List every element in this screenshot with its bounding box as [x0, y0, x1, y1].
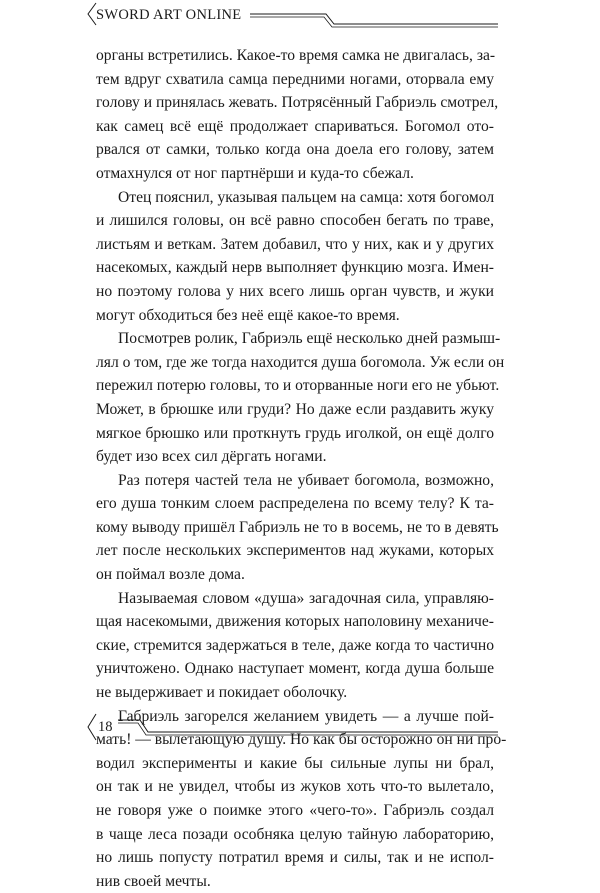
text-line: но лишь попусту потратил время и силы, так и не испол- — [96, 849, 494, 867]
text-line: ские, стремится задержаться в теле, даже когда то частично — [96, 636, 494, 654]
text-line: Отец пояснил, указывая пальцем на самца: хотя богомол — [118, 188, 495, 206]
text-line: отмахнулся от ног партнёрши и куда-то сбежал. — [96, 164, 414, 182]
text-line: рвался от самки, только когда она доела его голову, затем — [96, 141, 494, 159]
text-line: щая насекомыми, движения которых наполовину механиче- — [96, 613, 494, 631]
text-line: голову и принялась жевать. Потрясённый Габриэль смотрел, — [96, 94, 499, 112]
paragraph — [96, 44, 499, 186]
text-line: не выдерживает и покидает оболочку. — [96, 684, 348, 702]
paragraph — [96, 186, 494, 328]
text-line: он поймал возле дома. — [96, 566, 245, 584]
text-line: листьям и веткам. Затем добавил, что у них, как и у других — [96, 235, 494, 253]
book-title: SWORD ART ONLINE — [96, 7, 242, 23]
text-line: насекомых, каждый нерв выполняет функцию мозга. Имен- — [96, 259, 494, 277]
text-line: Габриэль загорелся желанием увидеть — а лучше пой- — [118, 707, 494, 725]
text-line: Называемая словом «душа» загадочная сила, управляю- — [118, 589, 494, 607]
text-line: тем вдруг схватила самца передними ногами, оторвала ему — [96, 70, 494, 88]
text-line: кому выводу пришёл Габриэль не то в восемь, не то в девять — [96, 518, 499, 536]
paragraph — [96, 587, 494, 705]
paragraph — [96, 327, 505, 469]
footer-ornament — [0, 710, 600, 750]
paragraph — [96, 469, 499, 587]
text-line: не говоря уже о поимке этого «чего-то». Габриэль создал — [96, 802, 494, 819]
text-line: Раз потеря частей тела не убивает богомола, возможно, — [118, 471, 494, 489]
text-line: он так и не увидел, чтобы из жуков хоть что-то вылетало, — [96, 778, 494, 796]
text-line: Может, в брюшке или груди? Но даже если раздавить жуку — [96, 400, 494, 418]
running-header — [0, 0, 600, 36]
text-line: как самец всё ещё продолжает спариваться. Богомол ото- — [96, 117, 494, 135]
text-line: мать! — вылетающую душу. Но как бы осторожно он ни про- — [96, 731, 507, 749]
text-line: лял о том, где же тогда находится душа богомола. Уж если он — [96, 353, 505, 371]
text-line: в чаще леса позади особняка целую тайную лабораторию, — [96, 825, 494, 843]
text-line: могут обходиться без неё ещё какое-то время. — [96, 306, 400, 324]
text-line: будет изо всех сил дёргать ногами. — [96, 448, 327, 466]
running-footer — [0, 710, 600, 750]
text-line: его душа тонким слоем распределена по всему телу? К та- — [96, 495, 494, 513]
text-line: нив своей мечты. — [96, 872, 211, 890]
text-line: пережил потерю головы, то и оторванные ноги его не убьют. — [96, 377, 500, 395]
text-line: и лишился головы, он всё равно способен бегать по траве, — [96, 212, 494, 230]
text-line: мягкое брюшко или проткнуть грудь иголкой, он ещё долго — [96, 424, 494, 442]
text-line: лет после нескольких экспериментов над жуками, которых — [96, 542, 494, 560]
page-number: 18 — [98, 719, 113, 735]
text-line: органы встретились. Какое-то время самка не двигалась, за- — [96, 47, 496, 64]
text-line: водил эксперименты и какие бы сильные лупы ни брал, — [96, 754, 494, 772]
body-text — [96, 44, 507, 893]
text-line: Посмотрев ролик, Габриэль ещё несколько дней размыш- — [118, 330, 501, 348]
text-line: уничтожено. Однако наступает момент, когда душа больше — [96, 660, 494, 678]
header-ornament — [0, 0, 600, 36]
text-line: но поэтому голова у них всего лишь орган чувств, и жуки — [96, 282, 494, 300]
